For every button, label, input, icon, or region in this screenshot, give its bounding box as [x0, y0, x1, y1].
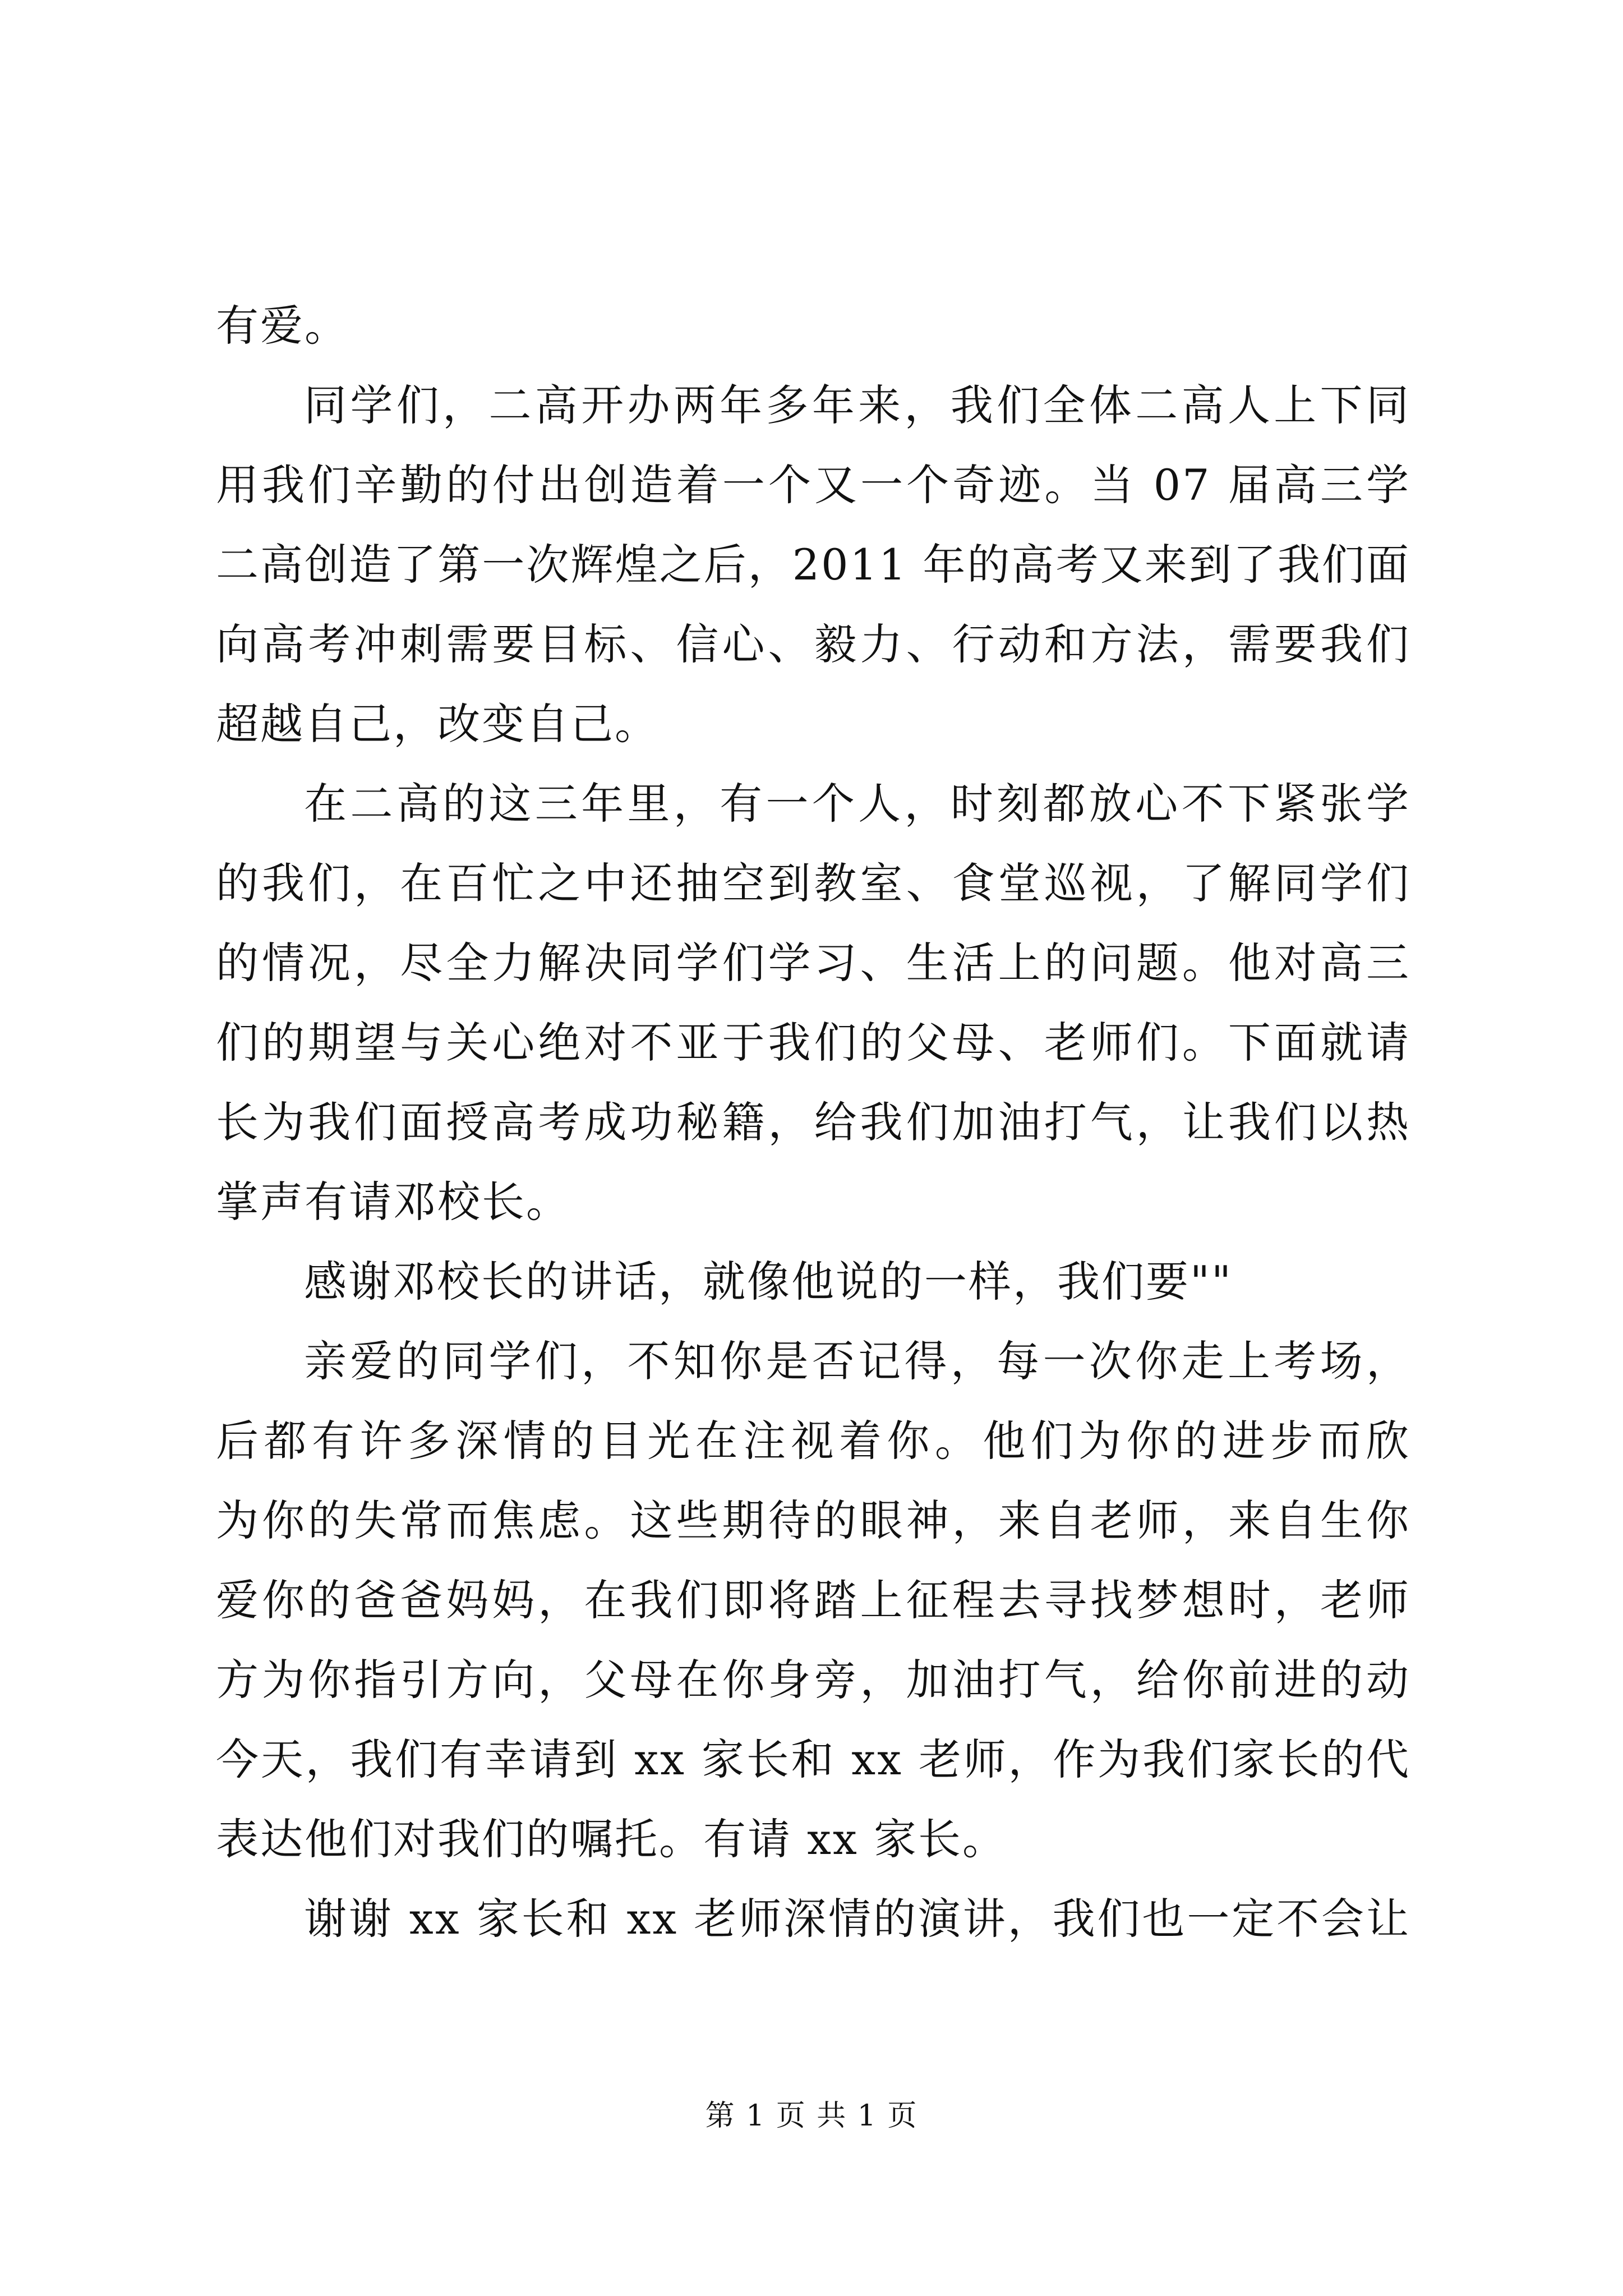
text-line: 掌声有请邓校长。: [216, 1177, 570, 1227]
text-line: 们的期望与关心绝对不亚于我们的父母、老师们。下面就请: [216, 1018, 1410, 1068]
text-line: 表达他们对我们的嘱托。有请 xx 家长。: [216, 1814, 1007, 1864]
text-line: 谢谢 xx 家长和 xx 老师深情的演讲，我们也一定不会让: [304, 1894, 1410, 1944]
text-line: 用我们辛勤的付出创造着一个又一个奇迹。当 07 届高三学: [216, 460, 1410, 510]
document-body: [216, 286, 1410, 1959]
text-line: 感谢邓校长的讲话，就像他说的一样，我们要"": [304, 1257, 1233, 1306]
text-line: 为你的失常而焦虑。这些期待的眼神，来自老师，来自生你: [216, 1496, 1410, 1545]
text-line: 的我们，在百忙之中还抽空到教室、食堂巡视，了解同学们: [216, 858, 1410, 908]
text-line: 二高创造了第一次辉煌之后，2011 年的高考又来到了我们面: [216, 540, 1410, 590]
text-line: 的情况，尽全力解决同学们学习、生活上的问题。他对高三: [216, 938, 1410, 988]
page-number-footer: 第 1 页 共 1 页: [705, 2099, 918, 2133]
text-line: 方为你指引方向，父母在你身旁，加油打气，给你前进的动: [216, 1655, 1410, 1705]
text-line: 长为我们面授高考成功秘籍，给我们加油打气，让我们以热: [216, 1097, 1410, 1147]
text-line: 亲爱的同学们，不知你是否记得，每一次你走上考场，: [304, 1336, 1410, 1386]
text-line: 超越自己，改变自己。: [216, 699, 659, 749]
text-line: 同学们，二高开办两年多年来，我们全体二高人上下同: [304, 380, 1410, 430]
text-line: 今天，我们有幸请到 xx 家长和 xx 老师，作为我们家长的代: [216, 1734, 1410, 1784]
text-line: 在二高的这三年里，有一个人，时刻都放心不下紧张学: [304, 779, 1410, 829]
text-line: 有爱。: [216, 301, 349, 351]
text-line: 向高考冲刺需要目标、信心、毅力、行动和方法，需要我们: [216, 619, 1410, 669]
text-line: 爱你的爸爸妈妈，在我们即将踏上征程去寻找梦想时，老师: [216, 1575, 1410, 1625]
text-line: 后都有许多深情的目光在注视着你。他们为你的进步而欣: [216, 1416, 1410, 1466]
